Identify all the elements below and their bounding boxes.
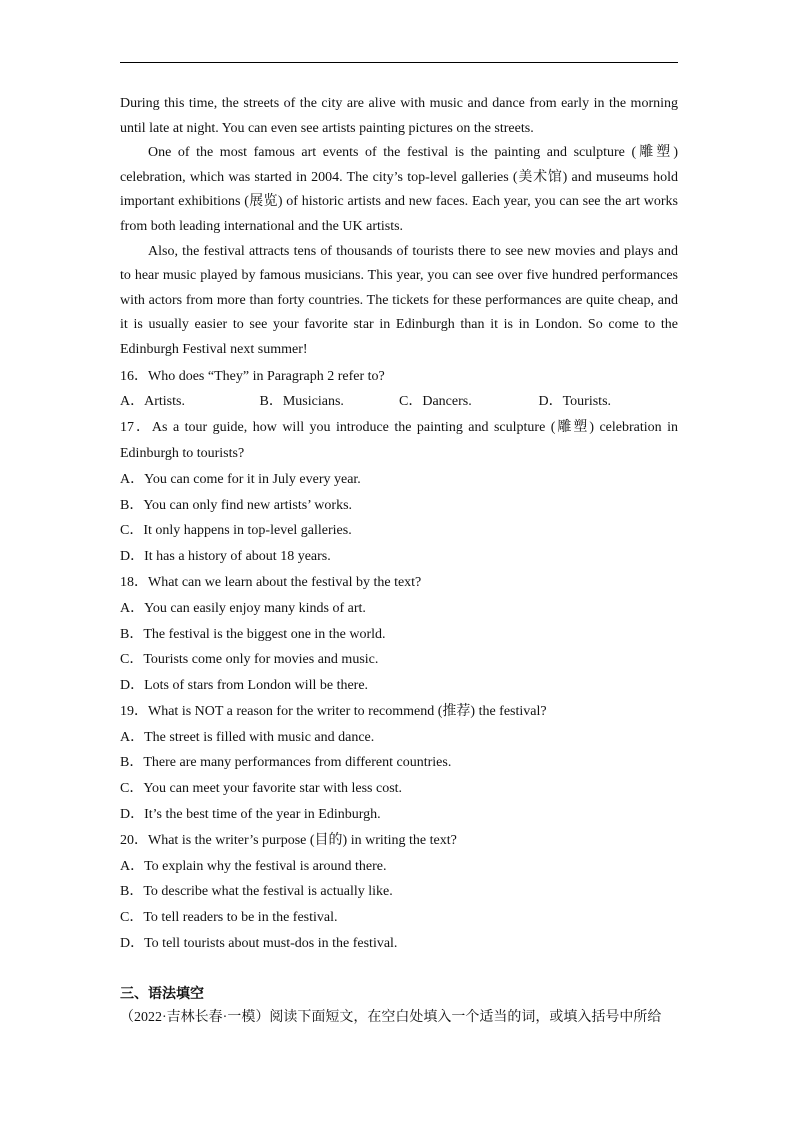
- option-a[interactable]: A．You can come for it in July every year.: [120, 471, 361, 487]
- question-list: [120, 364, 678, 957]
- option-row: [120, 389, 678, 415]
- option-c[interactable]: C．You can meet your favorite star with less cost.: [120, 781, 403, 797]
- option-c[interactable]: C．Dancers.: [399, 394, 472, 410]
- reading-passage: [120, 92, 678, 363]
- option-b[interactable]: B．The festival is the biggest one in the world.: [120, 626, 386, 642]
- option-b[interactable]: B．You can only find new artists’ works.: [120, 497, 353, 513]
- header-rule: [120, 62, 678, 63]
- option-a[interactable]: A．The street is filled with music and dance.: [120, 729, 375, 745]
- option-d[interactable]: D．Tourists.: [538, 394, 612, 410]
- passage-paragraph-2: One of the most famous art events of the festival is the painting and sculpture (雕塑) celebration, which was started in 2004. The city’s top-level galleries (美术馆) and museums hold important exhibitions (展览) of historic artists and new faces. Each year, you can see the art works from both leading international and the UK artists.: [120, 145, 678, 234]
- option-c[interactable]: C．To tell readers to be in the festival.: [120, 910, 338, 926]
- question-stem: 16．Who does “They” in Paragraph 2 refer to?: [120, 368, 385, 384]
- section-title: 三、语法填空: [120, 986, 204, 1002]
- passage-paragraph-1: During this time, the streets of the city are alive with music and dance from early in the morning until late at night. You can even see artists painting pictures on the streets.: [120, 96, 678, 136]
- question-17: [120, 415, 678, 570]
- question-stem: 20．What is the writer’s purpose (目的) in writing the text?: [120, 832, 457, 848]
- question-20: [120, 828, 678, 957]
- option-d[interactable]: D．Lots of stars from London will be there.: [120, 678, 369, 694]
- question-stem: 19．What is NOT a reason for the writer to recommend (推荐) the festival?: [120, 703, 547, 719]
- question-stem: 18．What can we learn about the festival by the text?: [120, 574, 422, 590]
- option-a[interactable]: A．Artists.: [120, 394, 185, 410]
- option-c[interactable]: C．Tourists come only for movies and music.: [120, 652, 379, 668]
- option-d[interactable]: D．To tell tourists about must-dos in the festival.: [120, 936, 398, 952]
- option-b[interactable]: B．Musicians.: [259, 394, 344, 410]
- option-d[interactable]: D．It has a history of about 18 years.: [120, 549, 331, 565]
- option-b[interactable]: B．There are many performances from different countries.: [120, 755, 452, 771]
- option-a[interactable]: A．To explain why the festival is around there.: [120, 858, 387, 874]
- question-stem: 17．As a tour guide, how will you introduce the painting and sculpture (雕塑) celebration in Edinburgh to tourists?: [120, 420, 678, 461]
- option-c[interactable]: C．It only happens in top-level galleries.: [120, 523, 352, 539]
- section-instructions: （2022·吉林长春·一模）阅读下面短文，在空白处填入一个适当的词，或填入括号中所给: [120, 1010, 662, 1025]
- passage-paragraph-3: Also, the festival attracts tens of thousands of tourists there to see new movies and plays and to hear music played by famous musicians. This year, you can see over five hundred performances with actors from more than forty countries. The tickets for these performances are quite cheap, and it is usually easier to see your favorite star in Edinburgh than it is in London. So come to the Edinburgh Festival next summer!: [120, 243, 678, 357]
- question-19: [120, 699, 678, 828]
- document-body: [120, 92, 678, 957]
- option-b[interactable]: B．To describe what the festival is actually like.: [120, 884, 393, 900]
- question-18: [120, 570, 678, 699]
- option-d[interactable]: D．It’s the best time of the year in Edinburgh.: [120, 807, 381, 823]
- option-a[interactable]: A．You can easily enjoy many kinds of art.: [120, 600, 366, 616]
- question-16: [120, 364, 678, 416]
